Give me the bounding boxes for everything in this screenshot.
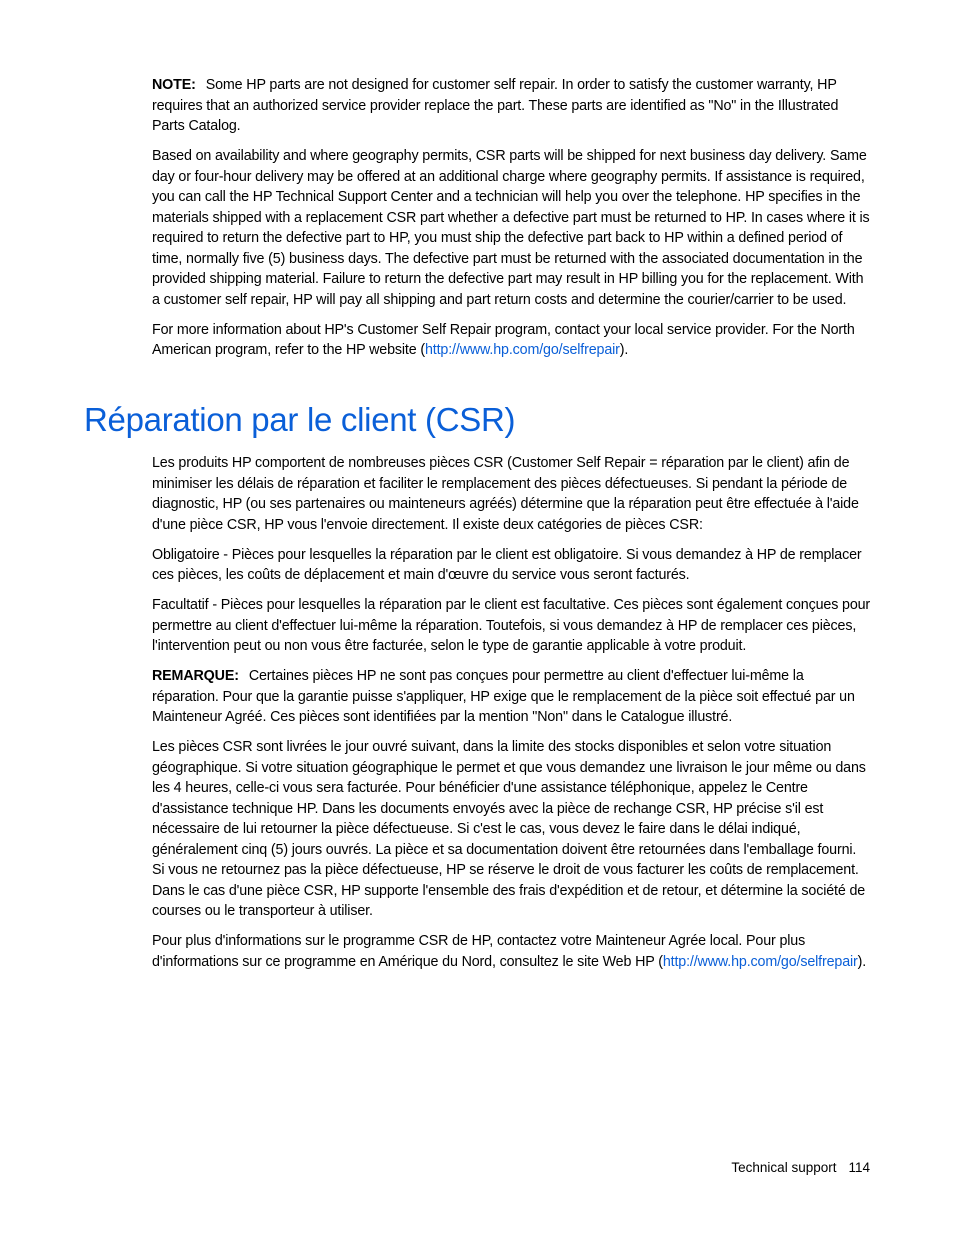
csr-delivery-paragraph: Based on availability and where geography permits, CSR parts will be shipped for next business day delivery. Same day or four-hour delivery may be offered at an additional charge where geography permits. If assistance is required, you can call the HP Technical Support Center and a technician will help you over the telephone. HP specifies in the materials shipped with a replacement CSR part whether a defective part must be returned to HP. In cases where it is required to return the defective part to HP, you must ship the defective part back to HP within a defined period of time, normally five (5) business days. The defective part must be returned with the associated documentation in the provided shipping material. Failure to return the defective part may result in HP billing you for the replacement. With a customer self repair, HP will pay all shipping and part return costs and determine the courier/carrier to be used. [152,148,870,308]
english-section [152,75,871,370]
footer-section-name: Technical support [731,1160,837,1175]
more-info-text: For more information about HP's Customer Self Repair program, contact your local service provider. For the North American program, refer to the HP website ( [152,321,855,358]
remark-text: Certaines pièces HP ne sont pas conçues pour permettre au client d'effectuer lui-même la réparation. Pour que la garantie puisse s'appliquer, HP exige que le remplacement de la pièce soit effectué par un Mainteneur Agréé. Ces pièces sont identifiées par la mention "Non" dans le Catalogue illustré. [152,668,855,725]
more-info-paragraph [152,320,871,361]
note-paragraph [152,75,871,137]
delivery-paragraph: Les pièces CSR sont livrées le jour ouvré suivant, dans la limite des stocks disponibles et selon votre situation géographique. Si votre situation géographique le permet et que vous demandez une livraison le jour même ou dans les 4 heures, celle-ci vous sera facturée. Pour bénéficier d'une assistance téléphonique, appelez le Centre d'assistance technique HP. Dans les documents envoyés avec la pièce de rechange CSR, HP précise s'il est nécessaire de lui retourner la pièce défectueuse. Si c'est le cas, vous devez le faire dans le délai indiqué, généralement cinq (5) jours ouvrés. La pièce et sa documentation doivent être retournées dans l'emballage fourni. Si vous ne retournez pas la pièce défectueuse, HP se réserve le droit de vous facturer les coûts de remplacement. Dans le cas d'une pièce CSR, HP supporte l'ensemble des frais d'expédition et de retour, et détermine la société de courses ou le transporteur à utiliser. [152,739,866,919]
remark-label: REMARQUE: [152,668,239,684]
section-heading: Réparation par le client (CSR) [84,401,516,438]
more-info-close: ). [619,342,629,358]
mandatory-paragraph: Obligatoire - Pièces pour lesquelles la réparation par le client est obligatoire. Si vous demandez à HP de remplacer ces pièces, les coûts de déplacement et main d'œuvre du service vous seront facturés. [152,546,862,583]
page-number: 114 [848,1160,870,1175]
note-label: NOTE: [152,77,196,93]
french-selfrepair-link[interactable]: http://www.hp.com/go/selfrepair [662,953,858,970]
optional-paragraph: Facultatif - Pièces pour lesquelles la réparation par le client est facultative. Ces pièces sont également conçues pour permettre au client d'effectuer lui-même la réparation. Toutefois, si vous demandez à HP de remplacer ces pièces, l'intervention peut ou non vous être facturée, selon le type de garantie applicable à votre produit. [152,597,871,654]
remark-paragraph [152,666,871,728]
note-text: Some HP parts are not designed for customer self repair. In order to satisfy the customer warranty, HP requires that an authorized service provider replace the part. These parts are identified as "No" in the Illustrated Parts Catalog. [152,77,839,134]
french-section [152,453,871,982]
french-more-info-close: ). [857,953,867,970]
intro-paragraph: Les produits HP comportent de nombreuses pièces CSR (Customer Self Repair = réparation par le client) afin de minimiser les délais de réparation et faciliter le remplacement des pièces défectueuses. Si pendant la période de diagnostic, HP (ou ses partenaires ou mainteneurs agréés) détermine que la réparation peut être effectuée à l'aide d'une pièce CSR, HP vous l'envoie directement. Il existe deux catégories de pièces CSR: [152,455,859,533]
page-footer [731,1158,870,1178]
french-more-info-paragraph [152,931,871,972]
french-more-info-text: Pour plus d'informations sur le programme CSR de HP, contactez votre Mainteneur Agrée local. Pour plus d'informations sur ce programme en Amérique du Nord, consultez le site Web HP ( [152,933,806,970]
selfrepair-link[interactable]: http://www.hp.com/go/selfrepair [424,342,620,358]
